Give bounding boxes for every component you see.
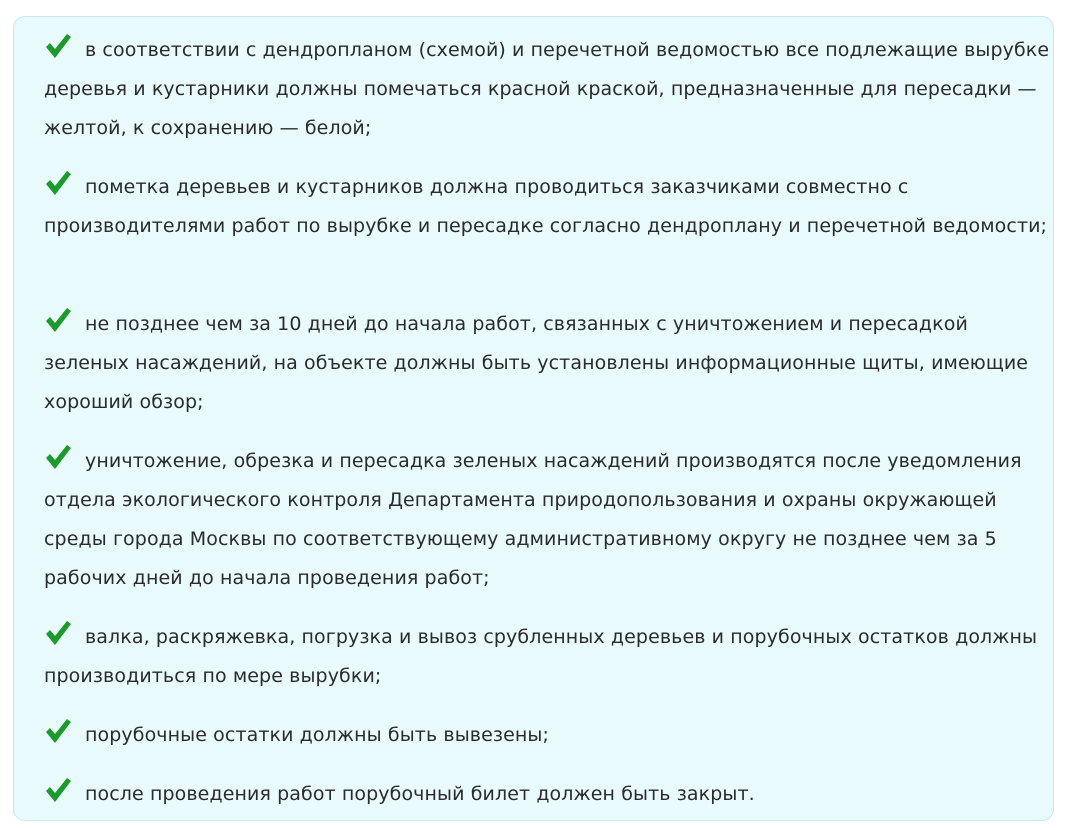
list-item	[44, 775, 1053, 814]
check-mark-icon	[44, 619, 72, 647]
list-item-text: после проведения работ порубочный билет должен быть закрыт.	[85, 783, 755, 805]
list-item-text: уничтожение, обрезка и пересадка зеленых насаждений производятся после уведомления отдела экологического контроля Департамента природопользования и охраны окружающей среды города Москвы по соответствующему административному округу не позднее чем за 5 рабочих дней до начала проведения работ;	[44, 450, 1022, 589]
list-item-text: не позднее чем за 10 дней до начала работ, связанных с уничтожением и пересадкой зеленых насаждений, на объекте должны быть установлены информационные щиты, имеющие хороший обзор;	[44, 313, 1029, 413]
list-item-text: пометка деревьев и кустарников должна проводиться заказчиками совместно с производителями работ по вырубке и пересадке согласно дендроплану и перечетной ведомости;	[44, 176, 1048, 237]
check-mark-icon	[44, 32, 72, 60]
list-item	[44, 305, 1053, 422]
list-item	[44, 31, 1053, 148]
list-item	[44, 716, 1053, 755]
check-mark-icon	[44, 443, 72, 471]
requirements-panel	[13, 16, 1054, 821]
list-item-text: валка, раскряжевка, погрузка и вывоз срубленных деревьев и порубочных остатков должны производиться по мере вырубки;	[44, 626, 1038, 687]
list-item-text: в соответствии с дендропланом (схемой) и перечетной ведомостью все подлежащие вырубке деревья и кустарники должны помечаться красной краской, предназначенные для пересадки — желтой, к сохранению — белой;	[44, 39, 1050, 139]
check-mark-icon	[44, 717, 72, 745]
check-mark-icon	[44, 169, 72, 197]
list-item	[44, 618, 1053, 696]
check-mark-icon	[44, 306, 72, 334]
check-mark-icon	[44, 776, 72, 804]
list-item-text: порубочные остатки должны быть вывезены;	[85, 724, 549, 746]
list-item	[44, 168, 1053, 246]
list-item	[44, 442, 1053, 598]
